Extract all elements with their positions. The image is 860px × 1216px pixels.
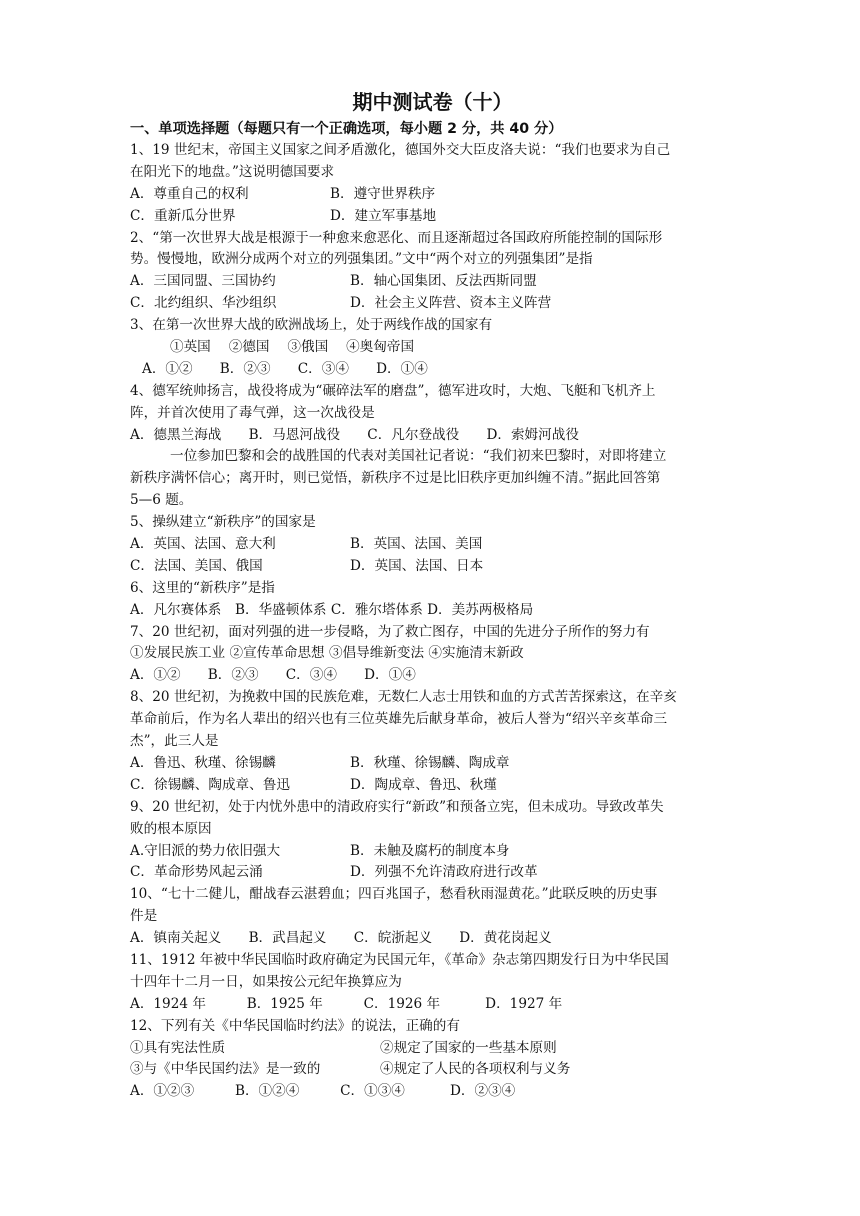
exam-page [130,88,735,1103]
q1-options-row2 [130,206,735,228]
q8-option-c: C．徐锡麟、陶成章、鲁迅 [130,776,290,793]
q12-item-3: ③与《中华民国约法》是一致的 [130,1061,321,1078]
q1-options-row1 [130,184,735,206]
passage-line3: 5—6 题。 [130,492,193,509]
q1-option-c: C．重新瓜分世界 [130,207,236,224]
q7-items: ①发展民族工业 ②宣传革命思想 ③倡导维新变法 ④实施清末新政 [130,645,524,662]
q9-options-row1 [130,841,735,863]
q12-items-row1 [130,1038,735,1060]
q5-stem: 5、操纵建立“新秩序”的国家是 [130,514,316,531]
passage-line2: 新秩序满怀信心；离开时，则已觉悟，新秩序不过是比旧秩序更加纠缠不清。”据此回答第 [130,470,661,487]
q8-options-row2 [130,775,735,797]
q8-stem-line3: 杰”，此三人是 [130,733,219,750]
q1-stem-line1: 1、19 世纪末，帝国主义国家之间矛盾激化，德国外交大臣皮洛夫说：“我们也要求为自己 [130,142,671,158]
section-heading: 一、单项选择题（每题只有一个正确选项，每小题 2 分，共 40 分） [130,121,563,137]
q6-options: A．凡尔赛体系 B．华盛顿体系 C．雅尔塔体系 D．美苏两极格局 [130,601,534,618]
q9-option-d: D．列强不允许清政府进行改革 [350,864,538,881]
q9-option-b: B．未触及腐朽的制度本身 [350,842,510,859]
q10-stem-line1: 10、“七十二健儿，酣战春云湛碧血；四百兆国子，愁看秋雨湿黄花。”此联反映的历史事 [130,886,658,903]
q8-options-row1 [130,753,735,775]
q8-stem-line2: 革命前后，作为名人辈出的绍兴也有三位英雄先后献身革命，被后人誉为“绍兴辛亥革命三 [130,711,668,728]
q1-option-d: D．建立军事基地 [330,207,437,224]
q10-stem-line2: 件是 [130,908,158,925]
q3-items: ①英国 ②德国 ③俄国 ④奥匈帝国 [170,339,415,356]
q11-stem-line2: 十四年十二月一日，如果按公元纪年换算应为 [130,973,402,990]
q2-options-row2 [130,293,735,315]
q7-options: A．①② B．②③ C．③④ D．①④ [130,667,416,684]
q8-option-b: B．秋瑾、徐锡麟、陶成章 [350,754,510,771]
q9-options-row2 [130,862,735,884]
q12-item-4: ④规定了人民的各项权利与义务 [380,1061,571,1078]
q4-stem-line2: 阵，并首次使用了毒气弹，这一次战役是 [130,404,375,421]
q9-stem-line2: 败的根本原因 [130,820,212,837]
q12-items-row2 [130,1059,735,1081]
passage-line1: 一位参加巴黎和会的战胜国的代表对美国社记者说：“我们初来巴黎时，对即将建立 [170,448,667,465]
q10-options: A．镇南关起义 B．武昌起义 C．皖浙起义 D．黄花岗起义 [130,930,552,947]
q2-option-c: C．北约组织、华沙组织 [130,295,277,312]
q2-options-row1 [130,271,735,293]
q11-stem-line1: 11、1912 年被中华民国临时政府确定为民国元年，《革命》杂志第四期发行日为中华民国 [130,951,669,968]
q9-option-c: C．革命形势风起云涌 [130,864,263,881]
q5-options-row1 [130,534,735,556]
q12-stem: 12、下列有关《中华民国临时约法》的说法，正确的有 [130,1017,460,1034]
q5-option-d: D．英国、法国、日本 [350,557,484,574]
q2-stem-line2: 势。慢慢地，欧洲分成两个对立的列强集团。”文中“两个对立的列强集团”是指 [130,251,593,268]
q1-option-a: A．尊重自己的权利 [130,185,249,202]
q4-options: A．德黑兰海战 B．马恩河战役 C．凡尔登战役 D．索姆河战役 [130,426,579,443]
q8-option-d: D．陶成章、鲁迅、秋瑾 [350,776,497,793]
q8-stem-line1: 8、20 世纪初，为挽救中国的民族危难，无数仁人志士用铁和血的方式苦苦探索这，在辛亥 [130,689,677,706]
q2-stem-line1: 2、“第一次世界大战是根源于一种愈来愈恶化、而且逐渐超过各国政府所能控制的国际形 [130,229,663,246]
q2-option-b: B．轴心国集团、反法西斯同盟 [350,273,537,290]
q3-options: A．①② B．②③ C．③④ D．①④ [142,360,428,377]
q11-options: A．1924 年 B．1925 年 C．1926 年 D．1927 年 [130,995,563,1012]
q2-option-a: A．三国同盟、三国协约 [130,273,276,290]
q6-stem: 6、这里的“新秩序”是指 [130,579,275,596]
q12-options: A．①②③ B．①②④ C．①③④ D．②③④ [130,1083,516,1100]
q9-stem-line1: 9、20 世纪初，处于内忧外患中的清政府实行“新政”和预备立宪，但未成功。导致改革失 [130,798,664,815]
q8-option-a: A．鲁迅、秋瑾、徐锡麟 [130,754,276,771]
q12-item-1: ①具有宪法性质 [130,1039,226,1056]
q2-option-d: D．社会主义阵营、资本主义阵营 [350,295,552,312]
q5-option-c: C．法国、美国、俄国 [130,557,263,574]
q1-option-b: B．遵守世界秩序 [330,185,436,202]
q5-option-b: B．英国、法国、美国 [350,536,483,553]
q5-option-a: A．英国、法国、意大利 [130,536,276,553]
q12-item-2: ②规定了国家的一些基本原则 [380,1039,557,1056]
q1-stem-line2: 在阳光下的地盘。”这说明德国要求 [130,163,335,180]
page-title: 期中测试卷（十） [352,90,513,114]
q7-stem: 7、20 世纪初，面对列强的进一步侵略，为了救亡图存，中国的先进分子所作的努力有 [130,623,650,640]
q5-options-row2 [130,556,735,578]
q3-stem: 3、在第一次世界大战的欧洲战场上，处于两线作战的国家有 [130,317,493,334]
q4-stem-line1: 4、德军统帅扬言，战役将成为“碾碎法军的磨盘”，德军进攻时，大炮、飞艇和飞机齐上 [130,382,656,399]
q9-option-a: A.守旧派的势力依旧强大 [130,842,281,859]
